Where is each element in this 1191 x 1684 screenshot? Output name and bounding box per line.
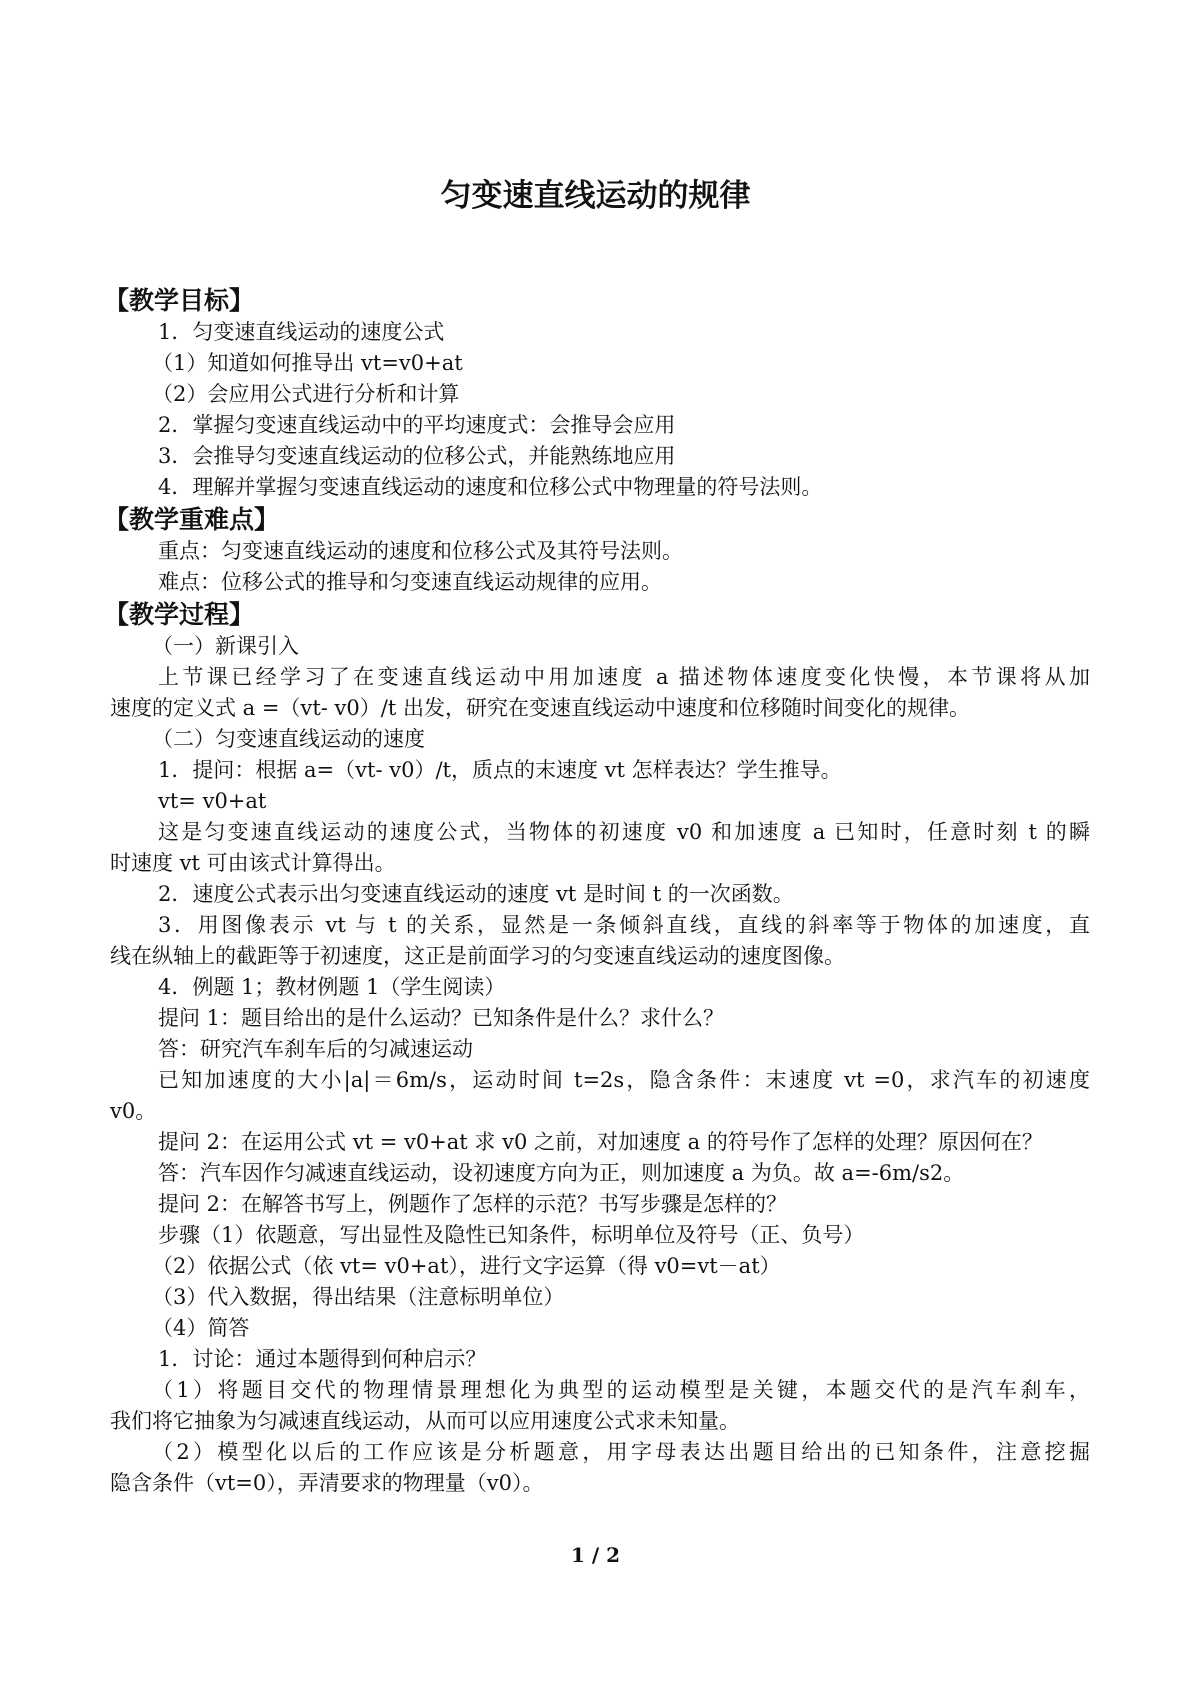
text-line: （2）模型化以后的工作应该是分析题意，用字母表达出题目给出的已知条件，注意挖掘 [152,1440,1090,1464]
text-line: 难点：位移公式的推导和匀变速直线运动规律的应用。 [158,570,662,594]
text-line: （1）将题目交代的物理情景理想化为典型的运动模型是关键，本题交代的是汽车刹车， [152,1378,1090,1402]
text-line: 上节课已经学习了在变速直线运动中用加速度 a 描述物体速度变化快慢，本节课将从加 [158,665,1090,689]
page-title: 匀变速直线运动的规律 [440,178,751,214]
text-line: 时速度 vt 可由该式计算得出。 [110,851,396,875]
text-line: vt= v0+at [158,789,267,813]
text-line: （2）会应用公式进行分析和计算 [152,382,460,406]
text-line: （二）匀变速直线运动的速度 [152,727,425,751]
text-line: 提问 2：在运用公式 vt = v0+at 求 v0 之前，对加速度 a 的符号作了怎样的处理？原因何在？ [158,1130,1043,1154]
text-line: 3．用图像表示 vt 与 t 的关系，显然是一条倾斜直线，直线的斜率等于物体的加速度，直 [158,913,1090,937]
text-line: 我们将它抽象为匀减速直线运动，从而可以应用速度公式求未知量。 [110,1409,740,1433]
document-body [104,284,1090,1499]
text-line: 答：汽车因作匀减速直线运动，设初速度方向为正，则加速度 a 为负。故 a=-6m/s2。 [158,1161,965,1185]
text-line: 已知加速度的大小|a|＝6m/s，运动时间 t=2s，隐含条件：末速度 vt =0，求汽车的初速度 [158,1068,1090,1092]
text-line: （3）代入数据，得出结果（注意标明单位） [152,1285,565,1309]
text-line: 1．提问：根据 a=（vt- v0）/t，质点的末速度 vt 怎样表达？学生推导。 [158,758,842,782]
text-line: 提问 1：题目给出的是什么运动？已知条件是什么？求什么？ [158,1006,725,1030]
text-line: （1）知道如何推导出 vt=v0+at [152,351,463,375]
text-line: 步骤（1）依题意，写出显性及隐性已知条件，标明单位及符号（正、负号） [158,1223,865,1247]
text-line: 4．例题 1；教材例题 1（学生阅读） [158,975,506,999]
text-line: （2）依据公式（依 vt= v0+at），进行文字运算（得 v0=vt－at） [152,1254,781,1278]
text-line: （一）新课引入 [152,634,299,658]
text-line: 3．会推导匀变速直线运动的位移公式，并能熟练地应用 [158,444,676,468]
page-number: 1 / 2 [570,1543,621,1567]
section-heading: 【教学重难点】 [104,505,280,534]
text-line: 这是匀变速直线运动的速度公式，当物体的初速度 v0 和加速度 a 已知时，任意时刻 t 的瞬 [158,820,1090,844]
text-line: 隐含条件（vt=0），弄清要求的物理量（v0）。 [110,1471,544,1495]
section-heading: 【教学目标】 [104,286,255,315]
text-line: 线在纵轴上的截距等于初速度，这正是前面学习的匀变速直线运动的速度图像。 [110,944,845,968]
text-line: 提问 2：在解答书写上，例题作了怎样的示范？书写步骤是怎样的？ [158,1192,788,1216]
text-line: 速度的定义式 a =（vt- v0）/t 出发，研究在变速直线运动中速度和位移随时间变化的规律。 [110,696,970,720]
text-line: 重点：匀变速直线运动的速度和位移公式及其符号法则。 [158,539,683,563]
text-line: 1．讨论：通过本题得到何种启示？ [158,1347,487,1371]
text-line: 4．理解并掌握匀变速直线运动的速度和位移公式中物理量的符号法则。 [158,475,823,499]
text-line: 2．速度公式表示出匀变速直线运动的速度 vt 是时间 t 的一次函数。 [158,882,794,906]
text-line: 1．匀变速直线运动的速度公式 [158,320,445,344]
section-heading: 【教学过程】 [104,600,255,629]
text-line: v0。 [110,1099,157,1123]
text-line: 2．掌握匀变速直线运动中的平均速度式：会推导会应用 [158,413,676,437]
text-line: 答：研究汽车刹车后的匀减速运动 [158,1037,473,1061]
text-line: （4）简答 [152,1316,250,1340]
